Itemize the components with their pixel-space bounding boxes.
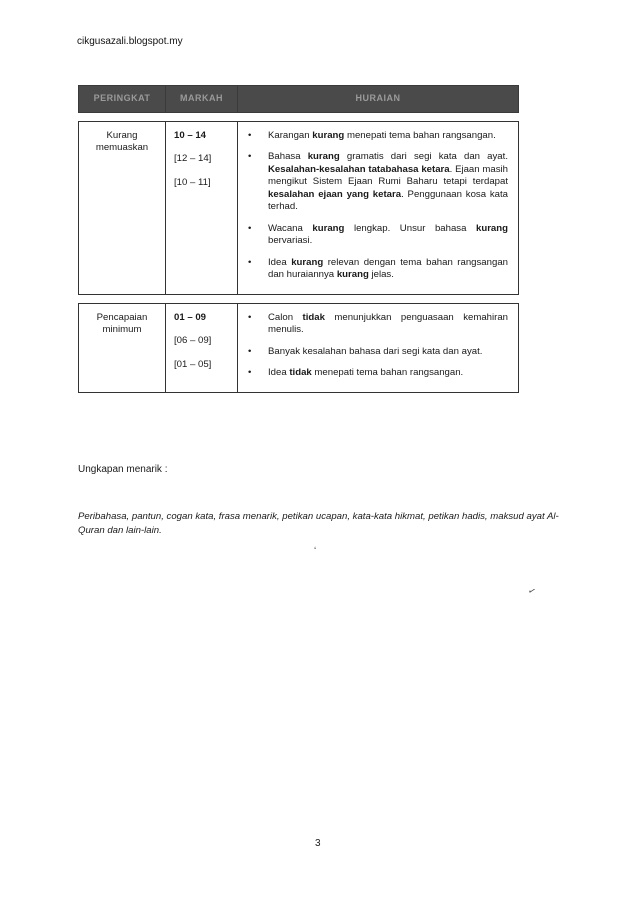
criteria-text: Idea: [268, 367, 290, 379]
bullet-icon: •: [248, 311, 252, 323]
bullet-icon: •: [248, 345, 252, 357]
criteria-text: jelas.: [368, 269, 394, 281]
mark-range: 01 – 09: [174, 311, 207, 323]
description-cell: [238, 303, 519, 392]
criteria-text: . Penggunaan kosa kata terhad.: [268, 188, 509, 213]
bold-keyword: tidak: [302, 311, 325, 323]
bullet-icon: •: [248, 130, 252, 141]
criteria-text: lengkap. Unsur bahasa: [344, 222, 476, 234]
criteria-text: Idea: [268, 256, 292, 268]
mark-subrange: [10 – 11]: [174, 176, 211, 188]
level-cell: Kurang memuaskan: [79, 122, 166, 295]
criteria-item: [246, 130, 508, 142]
criteria-text: menunjukkan penguasaan kemahiran menulis.: [268, 311, 508, 336]
page-number: 3: [315, 838, 321, 849]
criteria-text: Calon: [268, 311, 303, 323]
bullet-icon: •: [248, 367, 252, 379]
bold-keyword: kurang: [307, 151, 340, 163]
mark-subrange: [06 – 09]: [174, 335, 212, 347]
rubric-table: [78, 85, 519, 393]
criteria-text: Banyak kesalahan bahasa dari segi kata dan ayat.: [268, 345, 483, 357]
header-level: PERINGKAT: [79, 86, 166, 113]
stray-mark-icon: ʻ: [314, 546, 317, 557]
bold-keyword: kurang: [312, 222, 345, 234]
bold-keyword: kurang: [291, 256, 324, 268]
table-spacer: [79, 294, 519, 303]
criteria-item: [246, 346, 508, 358]
mark-subrange: [12 – 14]: [174, 153, 212, 165]
note-body: Peribahasa, pantun, cogan kata, frasa menarik, petikan ucapan, kata-kata hikmat, petikan hadis, maksud ayat Al-Quran dan lain-lain.: [78, 511, 559, 536]
level-cell: Pencapaian minimum: [79, 303, 166, 392]
site-header: cikgusazali.blogspot.my: [77, 36, 183, 47]
bold-keyword: kurang: [312, 130, 345, 141]
criteria-text: menepati tema bahan rangsangan.: [311, 367, 464, 379]
table-header-row: [79, 86, 519, 113]
criteria-text: relevan dengan tema bahan rangsangan dan huraiannya: [268, 256, 508, 281]
criteria-text: . Ejaan masih mengikut Sistem Ejaan Rumi Baharu tetapi terdapat: [268, 163, 508, 188]
bold-keyword: kurang: [476, 222, 508, 234]
bullet-icon: •: [248, 151, 252, 163]
check-mark-icon: ✓: [526, 585, 538, 598]
table-row-kurang: [79, 122, 519, 295]
criteria-item: [246, 367, 508, 379]
mark-range: 10 – 14: [174, 130, 207, 141]
mark-cell: [166, 303, 238, 392]
table-spacer: [79, 113, 519, 122]
bullet-icon: •: [248, 222, 252, 234]
mark-cell: [166, 122, 238, 295]
table-row-minimum: [79, 303, 519, 392]
description-cell: [238, 122, 519, 295]
criteria-item: [246, 312, 508, 337]
note-title: Ungkapan menarik :: [78, 464, 168, 475]
criteria-text: bervariasi.: [268, 235, 313, 247]
criteria-list: [246, 130, 508, 282]
criteria-item: [246, 257, 508, 282]
criteria-list: [246, 312, 508, 380]
criteria-text: Bahasa: [268, 151, 308, 163]
bullet-icon: •: [248, 256, 252, 268]
criteria-text: Karangan: [268, 130, 313, 141]
criteria-item: [246, 223, 508, 248]
criteria-text: Wacana: [268, 222, 313, 234]
bold-keyword: Kesalahan-kesalahan tatabahasa ketara: [268, 163, 450, 175]
header-description: HURAIAN: [238, 86, 519, 113]
header-mark: MARKAH: [166, 86, 238, 113]
bold-keyword: kurang: [336, 269, 369, 281]
criteria-text: menepati tema bahan rangsangan.: [344, 130, 496, 141]
criteria-item: [246, 151, 508, 213]
bold-keyword: kesalahan ejaan yang ketara: [268, 188, 402, 200]
criteria-text: gramatis dari segi kata dan ayat.: [339, 151, 508, 163]
mark-subrange: [01 – 05]: [174, 358, 212, 370]
bold-keyword: tidak: [289, 367, 312, 379]
